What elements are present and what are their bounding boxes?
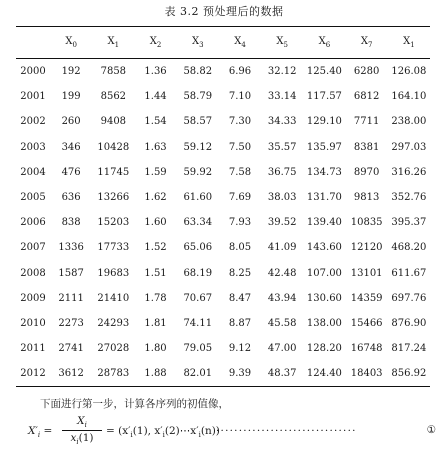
table-cell: 7.58 — [228, 166, 252, 178]
table-cell: 36.75 — [267, 166, 297, 178]
year-cell: 2006 — [20, 217, 46, 229]
table-cell: 1587 — [58, 267, 84, 279]
column-header — [16, 27, 50, 59]
table-cell: 238.00 — [391, 116, 427, 128]
table-cell: 131.70 — [306, 192, 342, 204]
table-cell: 35.57 — [267, 141, 297, 153]
table-cell: 45.58 — [267, 317, 297, 329]
column-header: $X_2$ — [149, 36, 162, 49]
table-caption: 表 3.2 预处理后的数据 — [164, 5, 284, 18]
table-cell: 21410 — [97, 292, 130, 304]
table-cell: 58.57 — [183, 116, 213, 128]
table-cell: 1.54 — [144, 116, 167, 128]
table-cell: 65.06 — [183, 242, 213, 254]
table-cell: 2273 — [58, 317, 84, 329]
table-cell: 8.87 — [228, 317, 252, 329]
table-cell: 2741 — [58, 343, 84, 355]
table-cell: 68.19 — [183, 267, 213, 279]
table-row — [16, 160, 430, 185]
year-cell: 2004 — [20, 166, 46, 178]
table-cell: 82.01 — [183, 368, 213, 380]
year-cell: 2000 — [20, 66, 46, 78]
table-cell: 117.57 — [306, 91, 342, 103]
table-cell: 1.52 — [144, 242, 167, 254]
table-row — [16, 361, 430, 387]
table-cell: 352.76 — [391, 192, 427, 204]
formula-denominator: $x_i(1)$ — [70, 432, 94, 447]
table-cell: 6280 — [353, 66, 380, 78]
table-cell: 70.67 — [183, 292, 213, 304]
table-cell: 1.60 — [144, 217, 167, 229]
table-cell: 1.62 — [144, 192, 167, 204]
table-cell: 13101 — [350, 267, 383, 279]
table-cell: 9.39 — [228, 368, 252, 380]
table-cell: 7.50 — [228, 141, 252, 153]
column-header: $X_1$ — [107, 36, 120, 49]
column-header: $X_6$ — [318, 36, 331, 49]
table-cell: 59.92 — [183, 166, 213, 178]
table-cell: 1.88 — [144, 368, 167, 380]
table-cell: 9408 — [100, 116, 127, 128]
table-cell: 27028 — [97, 343, 130, 355]
year-cell: 2002 — [20, 116, 46, 128]
table-cell: 28783 — [97, 368, 130, 380]
table-row — [16, 210, 430, 235]
table-cell: 7.69 — [228, 192, 252, 204]
table-cell: 7.30 — [228, 116, 252, 128]
table-cell: 8562 — [100, 91, 127, 103]
table-cell: 1.78 — [144, 292, 167, 304]
table-cell: 43.94 — [267, 292, 297, 304]
table-cell: 7.10 — [228, 91, 252, 103]
table-row — [16, 286, 430, 311]
table-body — [16, 59, 430, 387]
table-header-row — [16, 27, 430, 59]
column-header: $X_1$ — [403, 36, 415, 49]
table-cell: 126.08 — [391, 66, 427, 78]
table-cell: 125.40 — [306, 66, 342, 78]
table-cell: 199 — [61, 91, 81, 103]
table-cell: 1.44 — [144, 91, 167, 103]
table-row — [16, 59, 430, 85]
table-cell: 34.33 — [267, 116, 297, 128]
table-cell: 33.14 — [267, 91, 297, 103]
table-cell: 18403 — [350, 368, 383, 380]
table-cell: 838 — [61, 217, 81, 229]
table-cell: 8.25 — [228, 267, 252, 279]
table-cell: 11745 — [97, 166, 130, 178]
table-cell: 697.76 — [391, 292, 427, 304]
table-cell: 129.10 — [306, 116, 342, 128]
column-header: $X_4$ — [234, 36, 246, 49]
table-cell: 611.67 — [391, 267, 427, 279]
table-cell: 16748 — [350, 343, 383, 355]
table-cell: 468.20 — [391, 242, 427, 254]
table-cell: 6812 — [353, 91, 380, 103]
table-cell: 59.12 — [183, 141, 213, 153]
table-cell: 42.48 — [267, 267, 297, 279]
table-cell: 9.12 — [228, 343, 252, 355]
table-cell: 17733 — [97, 242, 130, 254]
table-row — [16, 84, 430, 109]
table-cell: 260 — [61, 116, 81, 128]
table-cell: 135.97 — [306, 141, 342, 153]
formula — [28, 413, 438, 453]
table-row — [16, 311, 430, 336]
table-cell: 14359 — [350, 292, 383, 304]
table-cell: 164.10 — [391, 91, 427, 103]
table-row — [16, 109, 430, 134]
formula-rhs: = ($x'_i(1)$, $x'_i(2)\cdots x'_i(n)$) — [106, 425, 220, 440]
table-cell: 316.26 — [391, 166, 427, 178]
table-cell: 2111 — [58, 292, 84, 304]
table-cell: 130.60 — [306, 292, 342, 304]
year-cell: 2011 — [20, 343, 46, 355]
table-cell: 58.79 — [183, 91, 213, 103]
table-cell: 15203 — [97, 217, 130, 229]
table-row — [16, 135, 430, 160]
table-cell: 74.11 — [183, 317, 213, 329]
table-cell: 3612 — [58, 368, 84, 380]
formula-leader-dots: ······························· — [216, 425, 357, 437]
table-cell: 476 — [61, 166, 81, 178]
formula-lhs: $X'_i$ = — [28, 425, 53, 440]
table-cell: 19683 — [97, 267, 130, 279]
table-cell: 41.09 — [267, 242, 297, 254]
table-cell: 39.52 — [267, 217, 297, 229]
table-cell: 143.60 — [306, 242, 342, 254]
table-cell: 138.00 — [306, 317, 342, 329]
table-cell: 636 — [61, 192, 81, 204]
table-cell: 32.12 — [267, 66, 297, 78]
table-row — [16, 235, 430, 260]
table-cell: 297.03 — [391, 141, 427, 153]
table-cell: 817.24 — [391, 343, 427, 355]
column-header: $X_0$ — [65, 36, 77, 49]
table-cell: 1.80 — [144, 343, 167, 355]
table-cell: 876.90 — [391, 317, 427, 329]
table-cell: 8.47 — [228, 292, 252, 304]
table-cell: 7.93 — [228, 217, 252, 229]
table-row — [16, 185, 430, 210]
table-cell: 48.37 — [267, 368, 297, 380]
formula-number: ① — [426, 424, 436, 436]
table-cell: 7711 — [353, 116, 380, 128]
year-cell: 2008 — [20, 267, 46, 279]
table-cell: 61.60 — [183, 192, 213, 204]
year-cell: 2012 — [20, 368, 46, 380]
table-cell: 856.92 — [391, 368, 427, 380]
table-cell: 9813 — [353, 192, 380, 204]
table-cell: 1.81 — [144, 317, 167, 329]
table-cell: 79.05 — [183, 343, 213, 355]
table-cell: 1.36 — [144, 66, 167, 78]
year-cell: 2007 — [20, 242, 46, 254]
table-cell: 7858 — [100, 66, 127, 78]
table-cell: 1336 — [58, 242, 84, 254]
table-cell: 124.40 — [306, 368, 342, 380]
table-cell: 107.00 — [306, 267, 342, 279]
table-cell: 58.82 — [183, 66, 213, 78]
table-cell: 47.00 — [267, 343, 297, 355]
table-cell: 1.63 — [144, 141, 167, 153]
table-cell: 395.37 — [391, 217, 427, 229]
table-cell: 346 — [61, 141, 81, 153]
table-cell: 24293 — [97, 317, 130, 329]
table-cell: 10428 — [97, 141, 130, 153]
table-cell: 128.20 — [306, 343, 342, 355]
formula-numerator: $X_i$ — [62, 415, 102, 431]
table-cell: 1.59 — [144, 166, 167, 178]
year-cell: 2010 — [20, 317, 46, 329]
table-cell: 38.03 — [267, 192, 297, 204]
table-cell: 8.05 — [228, 242, 252, 254]
year-cell: 2003 — [20, 141, 46, 153]
table-cell: 134.73 — [306, 166, 342, 178]
formula-fraction — [62, 415, 102, 446]
year-cell: 2009 — [20, 292, 46, 304]
table-cell: 12120 — [350, 242, 383, 254]
column-header: $X_5$ — [276, 36, 288, 49]
year-cell: 2001 — [20, 91, 46, 103]
table-cell: 192 — [61, 66, 81, 78]
data-table — [16, 26, 430, 387]
table-cell: 13266 — [97, 192, 130, 204]
table-row — [16, 336, 430, 361]
table-cell: 63.34 — [183, 217, 213, 229]
column-header: $X_3$ — [191, 36, 204, 49]
table-cell: 8381 — [353, 141, 380, 153]
body-paragraph: 下面进行第一步，计算各序列的初值像， — [40, 398, 229, 410]
table-cell: 8970 — [353, 166, 380, 178]
table-cell: 6.96 — [228, 66, 252, 78]
column-header: $X_7$ — [360, 36, 373, 49]
table-cell: 15466 — [350, 317, 383, 329]
table-cell: 10835 — [350, 217, 383, 229]
year-cell: 2005 — [20, 192, 46, 204]
table-cell: 139.40 — [306, 217, 342, 229]
table-row — [16, 261, 430, 286]
table-cell: 1.51 — [144, 267, 167, 279]
